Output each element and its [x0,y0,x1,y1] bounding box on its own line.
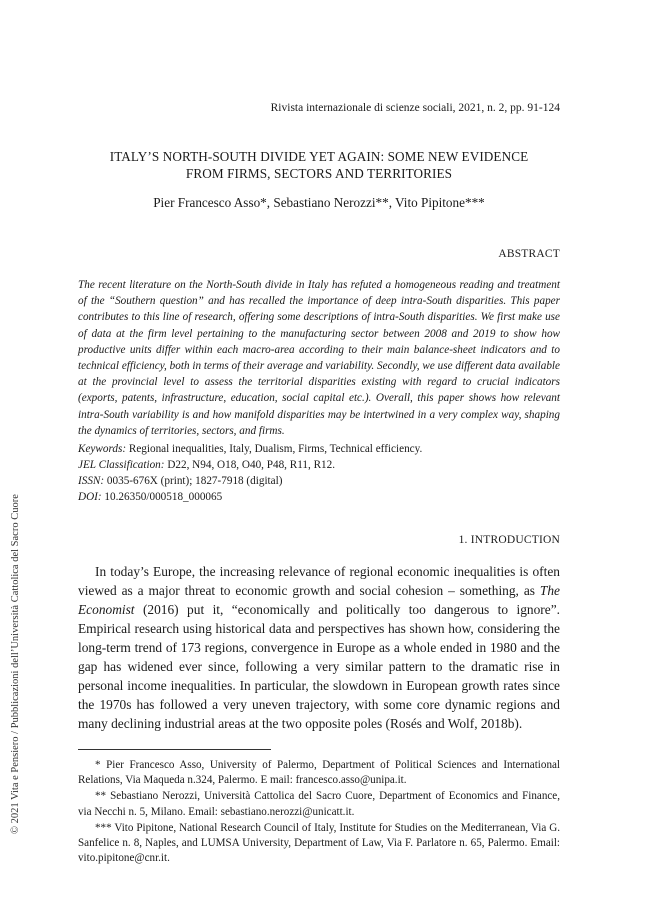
copyright-notice: © 2021 Vita e Pensiero / Pubblicazioni dell’Università Cattolica del Sacro Cuore [10,494,21,834]
footnote-author-3: *** Vito Pipitone, National Research Council of Italy, Institute for Studies on the Mediterranean, Via G. Sanfelice n. 8, Naples, and LUMSA University, Department of Law, Via F. Parlatore n. 65, Palermo. Email: vito.pipitone@cnr.it. [78,821,560,865]
doi-label: DOI: [78,491,102,503]
title-line-1: ITALY’S NORTH-SOUTH DIVIDE YET AGAIN: SOME NEW EVIDENCE [109,149,529,164]
footnote-divider [78,749,271,750]
keywords-line [78,441,560,457]
introduction-paragraph [78,562,560,733]
issn-line [78,473,560,489]
footnote-author-2: ** Sebastiano Nerozzi, Università Cattolica del Sacro Cuore, Department of Economics and Finance, via Necchi n. 5, Milano. Email: sebastiano.nerozzi@unicatt.it. [78,790,560,818]
intro-text-part-2: (2016) put it, “economically and politically too dangerous to ignore”. Empirical research using historical data and perspectives has shown how, considering the long-term trend of 173 regions, convergence in Europe as a whole ended in 1980 and the gap has widened ever since, following a very similar pattern to the dramatic rise in personal income inequalities. In particular, the slowdown in European growth rates since the 1970s has followed a very uneven trajectory, with some core dynamic regions and many declining industrial areas at the two opposite poles (Rosés and Wolf, 2018b). [78,602,560,731]
abstract-text: The recent literature on the North-South divide in Italy has refuted a homogeneous reading and treatment of the “Southern question” and has recalled the importance of deep intra-South disparities. This paper contributes to this line of research, offering some descriptions of intra-South disparities. We first make use of data at the firm level pertaining to the manufacturing sector between 2008 and 2019 to show how productive units differ within each macro-area according to their main balance-sheet indicators and to technical efficiency, both in terms of their average and variability. Secondly, we use different data available at the provincial level to assess the territorial disparities existing with regard to crucial indicators (exports, patents, infrastructure, education, social capital etc.). Overall, this paper shows how relevant intra-South variability is and how manifold disparities may be intertwined in a very complex way, shaping the dynamics of territories, sectors, and firms. [78,279,560,437]
jel-value: D22, N94, O18, O40, P48, R11, R12. [167,459,336,471]
footnote-author-1: * Pier Francesco Asso, University of Palermo, Department of Political Sciences and International Relations, Via Maqueda n.324, Palermo. E mail: francesco.asso@unipa.it. [78,759,560,787]
journal-reference: Rivista internazionale di scienze sociali, 2021, n. 2, pp. 91-124 [270,102,560,114]
abstract-heading: ABSTRACT [498,248,560,260]
doi-value: 10.26350/000518_000065 [104,491,223,503]
paper-metadata [78,441,560,505]
intro-italic-source: The Economist [78,583,560,617]
doi-line [78,489,560,505]
jel-label: JEL Classification: [78,459,165,471]
footnotes [78,758,560,867]
issn-value: 0035-676X (print); 1827-7918 (digital) [106,475,283,487]
jel-line [78,457,560,473]
keywords-value: Regional inequalities, Italy, Dualism, Firms, Technical efficiency. [128,443,423,455]
issn-label: ISSN: [78,475,105,487]
intro-text-part-1: In today’s Europe, the increasing relevance of regional economic inequalities is often viewed as a major threat to economic growth and social cohesion – something, as [78,564,560,598]
keywords-label: Keywords: [78,443,127,455]
author-list: Pier Francesco Asso*, Sebastiano Nerozzi**, Vito Pipitone*** [153,195,485,210]
title-line-2: FROM FIRMS, SECTORS AND TERRITORIES [185,166,453,181]
paper-title [78,148,560,182]
section-heading-introduction: 1. INTRODUCTION [458,534,560,546]
